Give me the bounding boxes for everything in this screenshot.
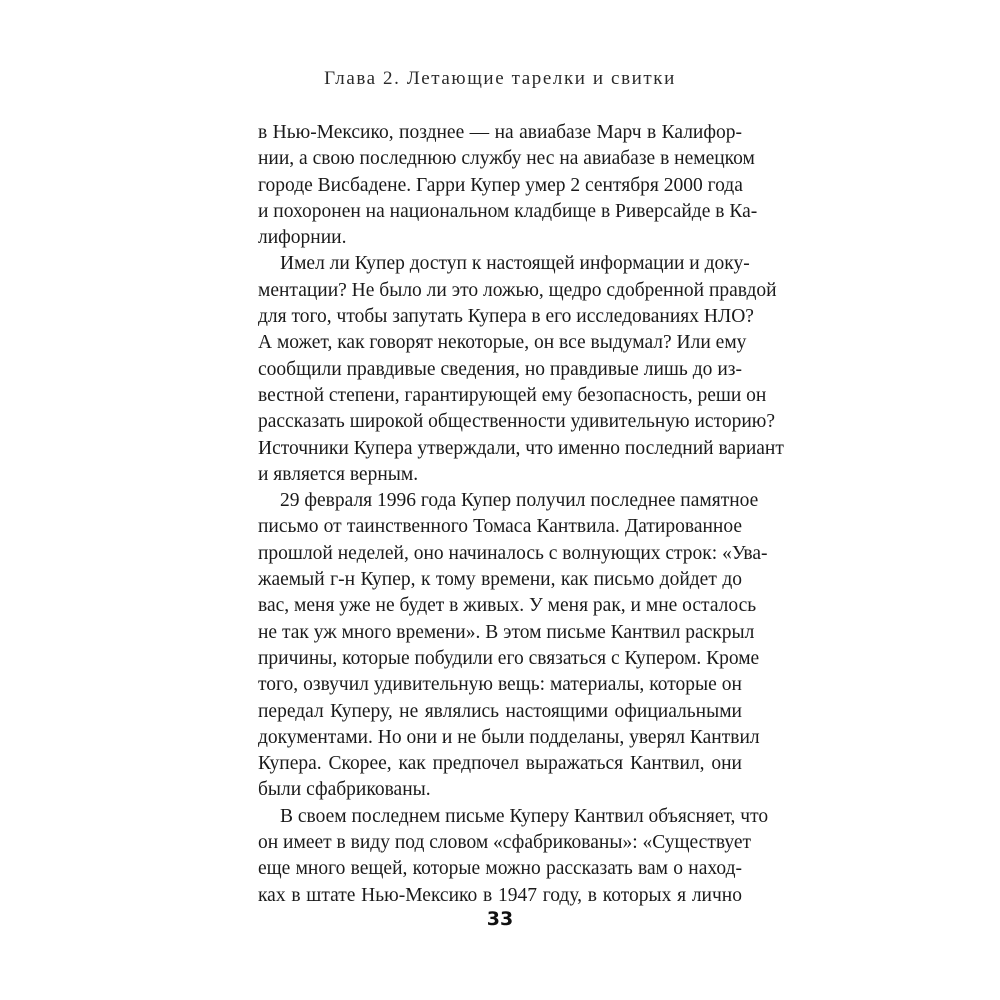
text-line: нии, а свою последнюю службу нес на авиабазе в немецком [258, 148, 755, 170]
text-line: и похоронен на национальном кладбище в Риверсайде в Ка- [258, 200, 758, 222]
text-line: того, озвучил удивительную вещь: материалы, которые он [258, 674, 742, 696]
text-line: и является верным. [258, 463, 419, 485]
text-line: городе Висбадене. Гарри Купер умер 2 сентября 2000 года [258, 174, 743, 196]
text-line: письмо от таинственного Томаса Кантвила. Датированное [258, 516, 742, 538]
text-line: документами. Но они и не были подделаны, уверял Кантвил [258, 726, 760, 748]
text-line: вестной степени, гарантирующей ему безопасность, реши он [258, 384, 767, 406]
paragraph [258, 488, 768, 804]
text-line: лифорнии. [258, 227, 347, 249]
text-line: еще много вещей, которые можно рассказать вам о наход- [258, 858, 742, 880]
text-line: А может, как говорят некоторые, он все выдумал? Или ему [258, 332, 747, 354]
text-line: вас, меня уже не будет в живых. У меня рак, и мне осталось [258, 595, 757, 617]
paragraph [258, 251, 784, 488]
page-number: 33 [486, 908, 514, 930]
text-line: ках в штате Нью-Мексико в 1947 году, в которых я лично [258, 884, 742, 906]
paragraph [258, 804, 769, 909]
text-line: не так уж много времени». В этом письме Кантвил раскрыл [258, 621, 755, 643]
text-line: причины, которые побудили его связаться с Купером. Кроме [258, 647, 760, 669]
text-line: В своем последнем письме Куперу Кантвил объясняет, что [280, 805, 769, 827]
text-line: Имел ли Купер доступ к настоящей информации и доку- [280, 253, 750, 275]
text-line: ментации? Не было ли это ложью, щедро сдобренной правдой [258, 279, 777, 301]
text-line: прошлой неделей, оно начиналось с волнующих строк: «Ува- [258, 542, 768, 564]
text-line: в Нью-Мексико, позднее — на авиабазе Марч в Калифор- [258, 122, 742, 143]
page-body-text [258, 120, 784, 909]
running-header: Глава 2. Летающие тарелки и свитки [324, 68, 676, 89]
text-line: Купера. Скорее, как предпочел выражаться Кантвил, они [258, 753, 742, 775]
text-line: жаемый г-н Купер, к тому времени, как письмо дойдет до [258, 569, 742, 591]
text-line: 29 февраля 1996 года Купер получил последнее памятное [280, 490, 759, 512]
text-line: передал Куперу, не являлись настоящими официальными [258, 700, 742, 722]
text-line: Источники Купера утверждали, что именно последний вариант [258, 437, 784, 459]
text-line: сообщили правдивые сведения, но правдивые лишь до из- [258, 358, 742, 380]
paragraph [258, 120, 758, 251]
text-line: для того, чтобы запутать Купера в его исследованиях НЛО? [258, 306, 754, 328]
text-line: рассказать широкой общественности удивительную историю? [258, 411, 775, 433]
text-line: были сфабрикованы. [258, 779, 431, 801]
text-line: он имеет в виду под словом «сфабрикованы»: «Существует [258, 832, 752, 854]
